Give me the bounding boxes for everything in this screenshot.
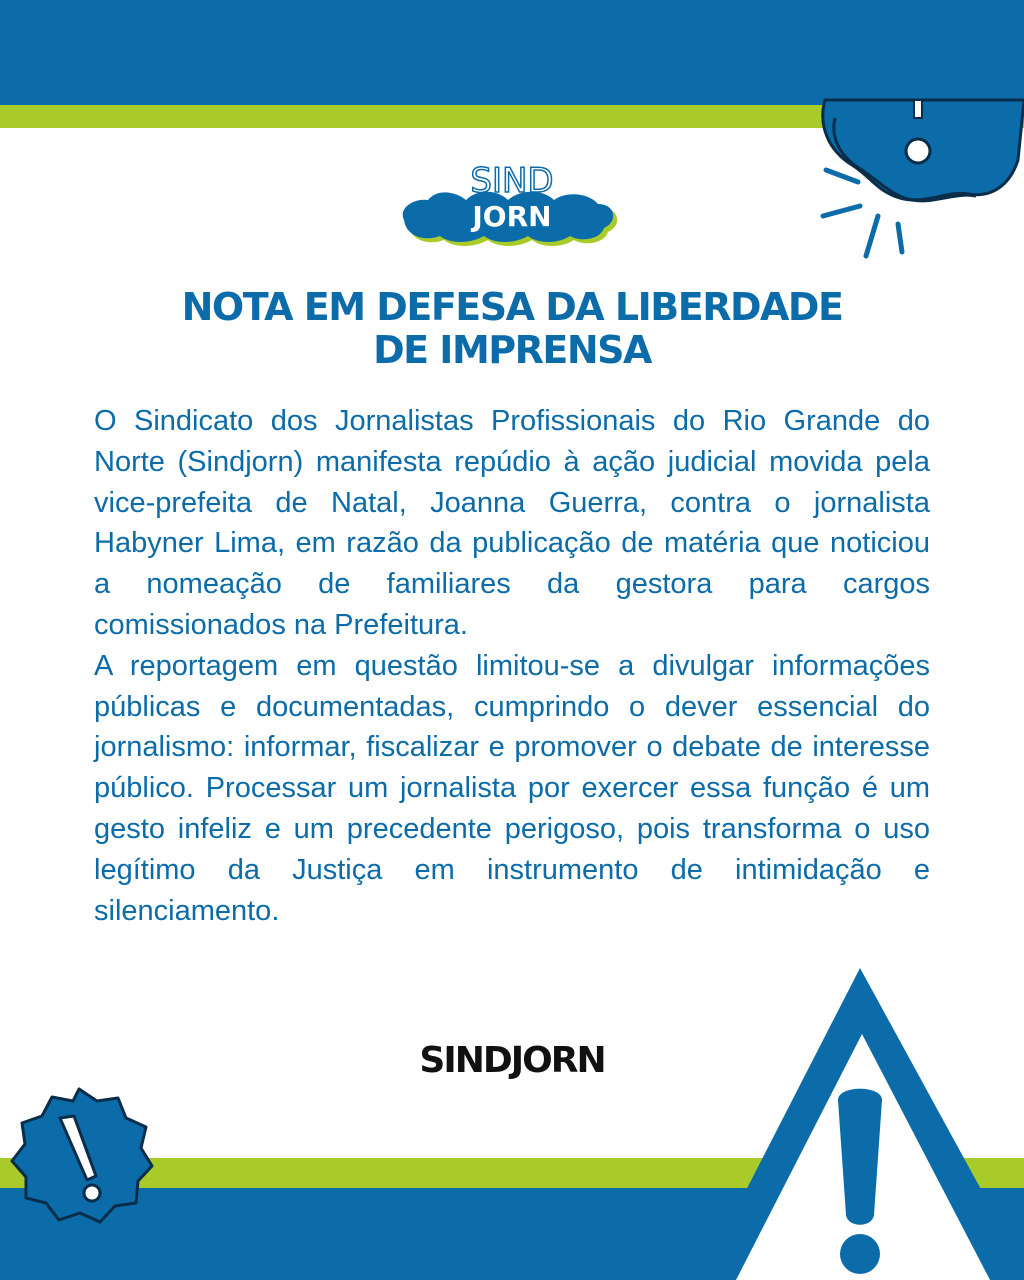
title-line-1: NOTA EM DEFESA DA LIBERDADE bbox=[181, 285, 843, 329]
exclamation-badge-icon bbox=[12, 1089, 152, 1222]
exclamation-badge-icon bbox=[823, 100, 1024, 201]
warning-triangle-icon bbox=[700, 968, 1024, 1280]
title-line-2: DE IMPRENSA bbox=[373, 328, 651, 372]
statement-body bbox=[94, 401, 930, 931]
logo-line1: SIND bbox=[470, 162, 554, 201]
signature: SINDJORN bbox=[419, 1040, 605, 1081]
page-title bbox=[112, 286, 912, 372]
sindjorn-logo bbox=[398, 162, 626, 252]
body-paragraph: A reportagem em questão limitou-se a divulgar informações públicas e documentadas, cumprindo o dever essencial do jornalismo: informar, fiscalizar e promover o debate de interesse público. Processar um jornalista por exercer essa função é um gesto infeliz e um precedente perigoso, pois transforma o uso legítimo da Justiça em instrumento de intimidação e silenciamento. bbox=[94, 649, 930, 927]
body-paragraph: O Sindicato dos Jornalistas Profissionais do Rio Grande do Norte (Sindjorn) manifesta repúdio à ação judicial movida pela vice-prefeita de Natal, Joanna Guerra, contra o jornalista Habyner Lima, em razão da publicação de matéria que noticiou a nomeação de familiares da gestora para cargos comissionados na Prefeitura. bbox=[94, 405, 930, 641]
logo-line2: JORN bbox=[472, 200, 552, 233]
